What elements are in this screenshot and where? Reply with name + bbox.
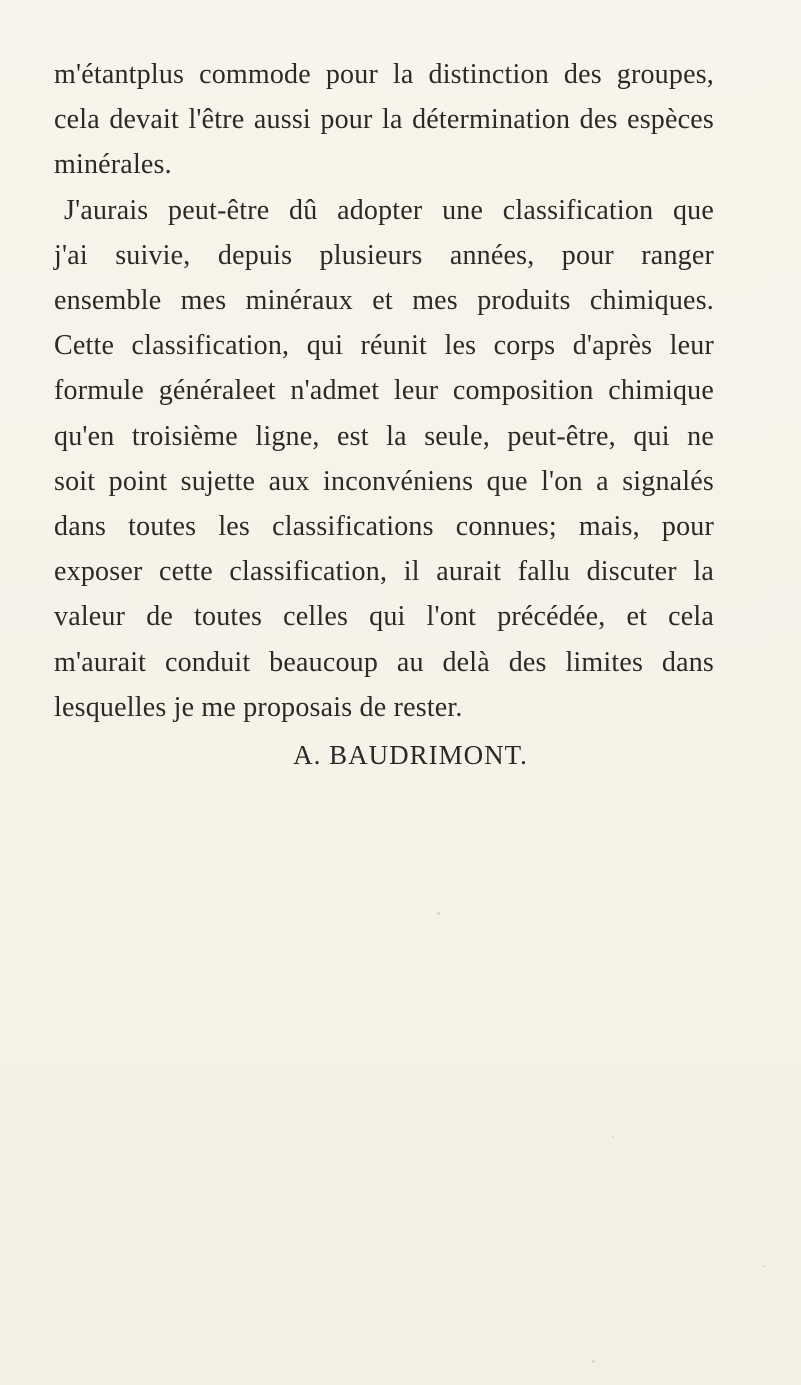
paper-speck xyxy=(612,1136,614,1138)
text-line: j'ai suivie, depuis plusieurs années, pour ranger xyxy=(54,239,714,271)
text-line: valeur de toutes celles qui l'ont précédée, et cela xyxy=(54,601,714,633)
body-text xyxy=(54,52,714,730)
paper-speck xyxy=(763,1265,765,1267)
author-signature: A. BAUDRIMONT. xyxy=(293,740,528,770)
text-line: lesquelles je me proposais de rester. xyxy=(54,691,463,723)
text-line: m'aurait conduit beaucoup au delà des limites dans xyxy=(54,646,714,678)
paper-speck xyxy=(592,1360,595,1363)
paper-speck xyxy=(437,912,440,915)
text-line: dans toutes les classifications connues; mais, pour xyxy=(54,511,714,543)
text-line: formule généraleet n'admet leur composition chimique xyxy=(54,375,714,407)
text-line: qu'en troisième ligne, est la seule, peut-être, qui ne xyxy=(54,420,714,452)
text-line: minérales. xyxy=(54,149,172,181)
text-line: cela devait l'être aussi pour la détermination des espèces xyxy=(54,104,714,136)
text-line: J'aurais peut-être dû adopter une classification que xyxy=(64,194,714,226)
text-line: exposer cette classification, il aurait fallu discuter la xyxy=(54,556,714,588)
text-line: soit point sujette aux inconvéniens que l'on a signalés xyxy=(54,465,714,497)
text-line: Cette classification, qui réunit les corps d'après leur xyxy=(54,330,714,362)
text-line: m'étantplus commode pour la distinction des groupes, xyxy=(54,59,714,90)
text-line: ensemble mes minéraux et mes produits chimiques. xyxy=(54,285,714,317)
